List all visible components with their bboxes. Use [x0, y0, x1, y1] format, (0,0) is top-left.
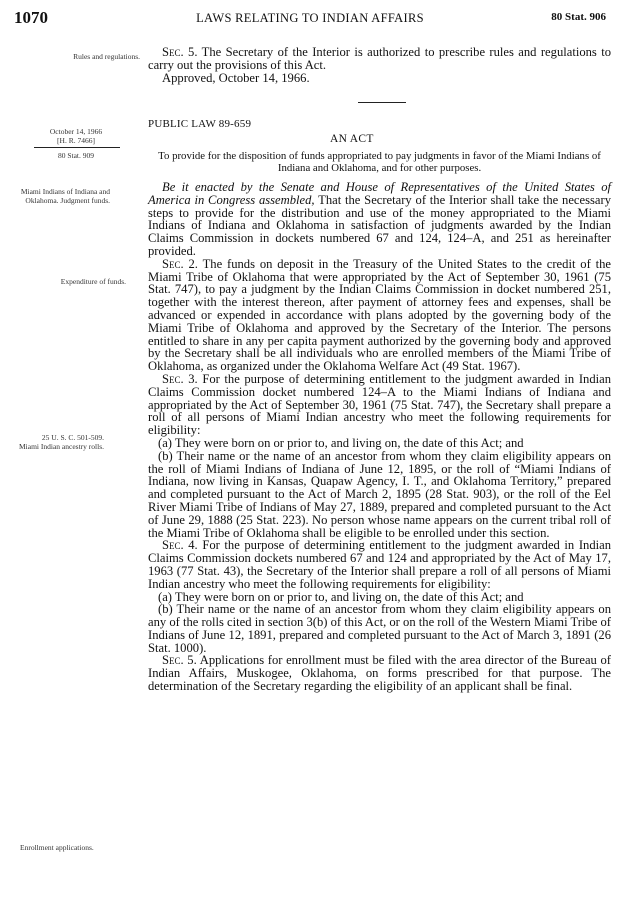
- section-3-clause-b: (b) Their name or the name of an ancestor from whom they claim eligibility appears on the roll of Miami Indians of Indiana of June 12, 1895, or the roll of “Miami Indians of Indiana, now living in Kansas, Quapaw Agency, I. T., and Oklahoma Territory,” prepared and completed pursuant to the Act of March 2, 1895 (28 Stat. 903), or the roll of the Eel River Miami Tribe of Indians of May 27, 1889, prepared and completed pursuant to the Act of June 29, 1888 (25 Stat. 223). No person whose name appears on the current tribal roll of the Miami Tribe of Oklahoma shall be eligible to be enrolled under this section.: [148, 448, 611, 540]
- running-title: LAWS RELATING TO INDIAN AFFAIRS: [196, 11, 424, 25]
- section-5-text: Applications for enrollment must be filed with the area director of the Bureau of Indian Affairs, Muskogee, Oklahoma, on forms prescribed for that purpose. The determination of the Secretary regarding the eligibility of an applicant shall be final.: [148, 653, 611, 694]
- section-3-text: For the purpose of determining entitlement to the judgment awarded in Indian Claims Commission docket numbered 124–A to the Miami Indians of Indiana and appropriated by the Act of September 30, 1961 (75 Stat. 747), the Secretary shall prepare a roll of all persons of Miami Indian ancestry who meet the following requirements for eligibility:: [148, 371, 611, 438]
- statute-reference: 80 Stat. 906: [551, 11, 606, 23]
- page-number: 1070: [14, 8, 48, 27]
- approval-date: Approved, October 14, 1966.: [162, 70, 310, 85]
- section-3-clause-a: (a) They were born on or prior to, and living on, the date of this Act; and: [158, 435, 524, 450]
- act-separator: [358, 102, 406, 103]
- section-text: The Secretary of the Interior is authorized to prescribe rules and regulations to carry out the provisions of this Act.: [148, 45, 612, 72]
- section-2-lead: Sec. 2.: [162, 256, 198, 271]
- section-4-clause-a: (a) They were born on or prior to, and living on, the date of this Act; and: [158, 589, 524, 604]
- an-act-heading: AN ACT: [330, 133, 374, 145]
- margin-note-bill: [H. R. 7466]: [57, 136, 95, 145]
- section-3-lead: Sec. 3.: [162, 371, 198, 386]
- section-lead: Sec. 5.: [162, 45, 198, 59]
- margin-note-ancestry-rolls: Miami Indian ancestry rolls.: [19, 442, 104, 451]
- margin-divider: [34, 147, 120, 148]
- margin-note-date: October 14, 1966: [49, 127, 103, 136]
- enacting-clause: Be it enacted by the Senate and House of Representatives of the United States of America in Congress assembled,: [148, 180, 611, 207]
- margin-note-stat: 80 Stat. 909: [57, 151, 95, 160]
- section-4-text: For the purpose of determining entitlement to the judgment awarded in Indian Claims Commission dockets numbered 67 and 124 and appropriated by the Act of May 17, 1963 (77 Stat. 43), the Secretary of the Interior shall prepare a roll of all persons of Miami Indian ancestry who meet the following requirements for eligibility:: [148, 538, 611, 591]
- section-4-lead: Sec. 4.: [162, 538, 198, 553]
- act-purpose: To provide for the disposition of funds appropriated to pay judgments in favor of the Miami Indians of Indiana and Oklahoma, and for other purposes.: [158, 150, 601, 174]
- section-4-clause-b: (b) Their name or the name of an ancestor from whom they claim eligibility appears on any of the rolls cited in section 3(b) of this Act, or on the roll of the Western Miami Tribe of Indians of June 12, 1891, prepared and completed pursuant to the Act of March 3, 1891 (26 Stat. 1000).: [148, 602, 611, 655]
- act-body: [148, 181, 611, 693]
- margin-note-rules: Rules and regulations.: [73, 52, 140, 61]
- running-header: [0, 8, 620, 30]
- section-2-text: The funds on deposit in the Treasury of the United States to the credit of the Miami Tribe of Oklahoma that were appropriated by the Act of September 30, 1961 (75 Stat. 747), to pay a judgment by the Indian Claims Commission in docket numbered 251, together with the interest thereon, after payment of attorney fees and expenses, shall be advanced or expended in accordance with plans adopted by the governing body of the Miami Tribe of Oklahoma and approved by the Secretary of the Interior. The persons entitled to share in any per capita payment authorized by the governing body and approved by the Secretary shall be all individuals who are enrolled members of the Miami Tribe of Oklahoma, as organized under the Oklahoma Welfare Act (49 Stat. 1967).: [148, 256, 612, 374]
- margin-note-miami-judgment: Miami Indians of Indiana and Oklahoma. Judgment funds.: [20, 187, 110, 205]
- previous-act-end: [148, 46, 611, 84]
- public-law-number: PUBLIC LAW 89-659: [148, 118, 252, 130]
- section-1-text: That the Secretary of the Interior shall take the necessary steps to provide for the distribution and use of the money appropriated to the Miami Indians of Indiana and Oklahoma in satisfaction of judgments awarded by the Indian Claims Commission in dockets numbered 67 and 124, 124–A, and 251 as hereinafter provided.: [148, 192, 611, 258]
- margin-note-usc: 25 U. S. C. 501-509.: [41, 433, 104, 442]
- margin-note-expenditure: Expenditure of funds.: [60, 277, 126, 286]
- section-5-lead: Sec. 5.: [162, 653, 197, 668]
- margin-note-enrollment: Enrollment applications.: [20, 843, 94, 852]
